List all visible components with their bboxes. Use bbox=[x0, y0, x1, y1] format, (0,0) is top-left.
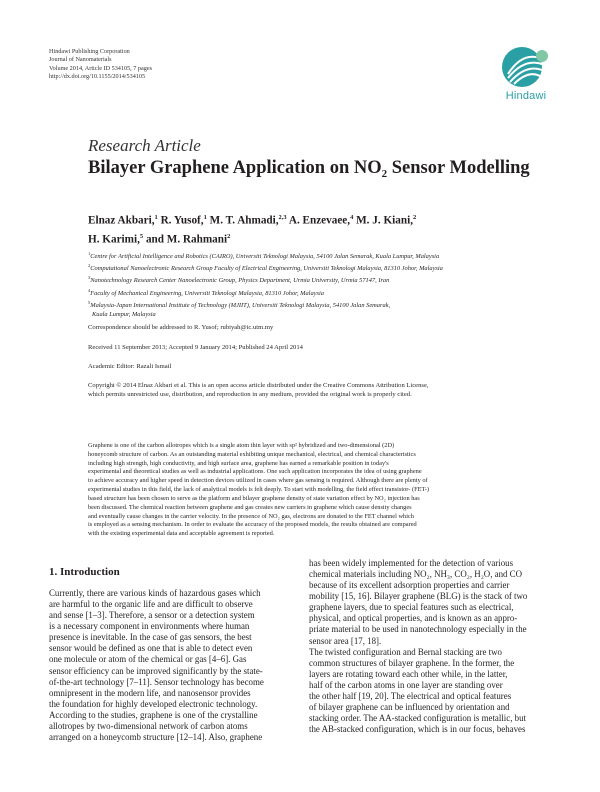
abstract-line: and eventually cause changes in the carrier velocity. In the presence of NO₂ gas, electrons are donated to the FET channel which bbox=[88, 512, 414, 520]
abstract-line: experimental studies in this field, the lack of analytical models is felt deeply. To start with modelling, the field effect transistor- (FET-) bbox=[88, 486, 430, 494]
body-column-left bbox=[49, 588, 290, 743]
publication-dates: Received 11 September 2013; Accepted 9 January 2014; Published 24 April 2014 bbox=[88, 344, 303, 351]
affiliation: $^2$Computational Nanoelectronic Research Group Faculty of Electrical Engineering, Universiti Teknologi Malaysia, 81310 Johor, Malaysia bbox=[88, 263, 443, 273]
body-line: common structures of bilayer graphene. In the former, the bbox=[309, 657, 515, 668]
correspondence: Correspondence should be addressed to R. Yusof; rubiyah@ic.utm.my bbox=[88, 324, 274, 331]
abstract-line: to achieve accuracy and higher speed in detection devices utilized in cases where gas sensing is required. Although there are plenty of bbox=[88, 477, 428, 485]
hindawi-logo-text: Hindawi bbox=[505, 90, 547, 102]
copyright: Copyright © 2014 Elnaz Akbari et al. This is an open access article distributed under the Creative Commons Attribution License, which permits unrestricted use, distribution, and reproduction in any medium, provided the original work is properly cited. bbox=[88, 382, 429, 398]
abstract-line: with the existing experimental data and acceptable agreement is reported. bbox=[88, 530, 275, 538]
author-name: M. J. Kiani, bbox=[356, 214, 413, 227]
abstract-line: experimental and theoretical studies as well as industrial applications. One such application incorporates the idea of using graphene bbox=[88, 468, 422, 476]
body-line: graphene layers, due to special features such as electrical, bbox=[309, 602, 514, 613]
body-line: and sense [1–3]. Therefore, a sensor or a detection system bbox=[49, 610, 255, 621]
body-line: the other half [19, 20]. The electrical and optical features bbox=[309, 690, 512, 701]
body-line: priate material to be used in nanotechnology especially in the bbox=[309, 624, 527, 635]
body-line: sensor area [17, 18]. bbox=[309, 635, 382, 646]
hindawi-logo-icon bbox=[498, 44, 554, 90]
abstract-line: is employed as a sensing mechanism. In order to evaluate the accuracy of the proposed models, the results obtained are compared bbox=[88, 521, 417, 529]
affiliation-list bbox=[88, 249, 558, 319]
body-line: are harmful to the organic life and are difficult to observe bbox=[49, 599, 253, 610]
body-line: chemical materials including NO₂, NH₃, CO₂, H₂O, and CO bbox=[309, 569, 523, 580]
body-line: arranged on a honeycomb structure [12–14]. Also, graphene bbox=[49, 732, 263, 743]
author-name: M. T. Ahmadi, bbox=[209, 214, 279, 227]
body-line: the foundation for highly developed electronic technology. bbox=[49, 698, 258, 709]
abstract-line: been discussed. The chemical reaction between graphene and gas creates new carriers in graphene which cause density changes bbox=[88, 503, 412, 511]
author-name: A. Enzevaee, bbox=[288, 214, 351, 227]
body-line: physical, and optical properties, and is known as an appro- bbox=[309, 613, 518, 624]
author-list: Elnaz Akbari,$^1$ R. Yusof,$^1$ M. T. Ahmadi,$^{2,3}$ A. Enzevaee,$^4$ M. J. Kiani,$^2$ H. Karimi,$^5$ and M. Rahmani$^2$ bbox=[88, 214, 417, 246]
title-main: Bilayer Graphene Application on NO bbox=[88, 158, 382, 178]
volume-info: Volume 2014, Article ID 534105, 7 pages bbox=[49, 64, 152, 72]
body-line: of bilayer graphene can be influenced by orientation and bbox=[309, 702, 510, 713]
section-title: 1. Introduction bbox=[49, 566, 120, 578]
body-line: allotropes by two-dimensional network of carbon atoms bbox=[49, 720, 248, 731]
body-line: layers are rotating toward each other while, in the latter, bbox=[309, 668, 508, 679]
journal-name: Journal of Nanomaterials bbox=[49, 56, 112, 64]
abstract-line: honeycomb structure of carbon. As an outstanding material exhibiting unique mechanical, electrical, and chemical characteristics bbox=[88, 450, 416, 458]
body-line: because of its excellent adsorption properties and carrier bbox=[309, 580, 510, 591]
publisher-name: Hindawi Publishing Corporation bbox=[49, 48, 130, 55]
hindawi-logo bbox=[498, 44, 554, 102]
body-line: According to the studies, graphene is one of the crystalline bbox=[49, 709, 258, 720]
body-line: is a necessary component in environments where human bbox=[49, 621, 250, 632]
affiliation: $^1$Centre for Artificial Intelligence and Robotics (CAIRO), Universiti Teknologi Malaysia, 54100 Jalan Semarak, Kuala Lumpur, Malaysia bbox=[88, 251, 440, 261]
journal-header bbox=[49, 48, 152, 82]
body-line: omnipresent in the modern life, and nanosensor provides bbox=[49, 687, 251, 698]
body-line: one molecule or atom of the chemical or gas [4–6]. Gas bbox=[49, 654, 247, 665]
affiliation: $^4$Faculty of Mechanical Engineering, Universiti Teknologi Malaysia, 81310 Johor, Malaysia bbox=[88, 287, 324, 297]
abstract-line: including high strength, high conductivity, and high surface area, graphene has earned a remarkable position in today's bbox=[88, 459, 389, 467]
academic-editor: Academic Editor: Razali Ismail bbox=[88, 363, 172, 370]
body-line: stacking order. The AA-stacked configuration is metallic, but bbox=[309, 713, 526, 724]
article-type: Research Article bbox=[88, 136, 201, 155]
title-subscript: 2 bbox=[381, 168, 388, 180]
affiliation: $^3$Nanotechnology Research Center Nanoelectronic Group, Physics Department, Urmia University, Urmia 57147, Iran bbox=[88, 275, 390, 285]
author-name: and M. Rahmani bbox=[145, 233, 228, 246]
body-line: presence is inevitable. In the case of gas sensors, the best bbox=[49, 632, 252, 643]
body-line: has been widely implemented for the detection of various bbox=[309, 558, 514, 568]
body-line: The twisted configuration and Bernal stacking are two bbox=[309, 646, 502, 657]
author-name: Elnaz Akbari, bbox=[88, 214, 155, 227]
body-line: sensor efficiency can be improved significantly by the state- bbox=[49, 665, 263, 676]
abstract bbox=[88, 442, 550, 539]
title-end: Sensor Modelling bbox=[387, 158, 530, 178]
affiliation: Kuala Lumpur, Malaysia bbox=[92, 311, 156, 319]
body-line: of-the-art technology [7–11]. Sensor technology has become bbox=[49, 676, 264, 687]
body-column-right bbox=[309, 558, 550, 735]
abstract-line: Graphene is one of the carbon allotropes which is a single atom thin layer with sp² hybridized and two-dimensional (2D) bbox=[88, 442, 395, 449]
body-line: Currently, there are various kinds of hazardous gases which bbox=[49, 588, 261, 598]
author-name: R. Yusof, bbox=[160, 214, 204, 227]
body-line: the AB-stacked configuration, which is in our focus, behaves bbox=[309, 724, 526, 735]
affiliation: $^5$Malaysia-Japan International Institute of Technology (MJIIT), Universiti Teknologi Malaysia, 54100 Jalan Semarak, bbox=[88, 299, 391, 309]
body-line: half of the carbon atoms in one layer are standing over bbox=[309, 679, 503, 690]
body-line: mobility [15, 16]. Bilayer graphene (BLG) is the stack of two bbox=[309, 591, 528, 602]
author-name: H. Karimi, bbox=[88, 233, 140, 246]
article-title bbox=[88, 158, 530, 180]
abstract-line: based structure has been chosen to serve as the platform and bilayer graphene density of state variation effect by NO₂ injection has bbox=[88, 494, 420, 502]
doi-link[interactable]: http://dx.doi.org/10.1155/2014/534105 bbox=[49, 73, 146, 81]
body-line: sensor would be defined as one that is able to detect even bbox=[49, 643, 253, 654]
